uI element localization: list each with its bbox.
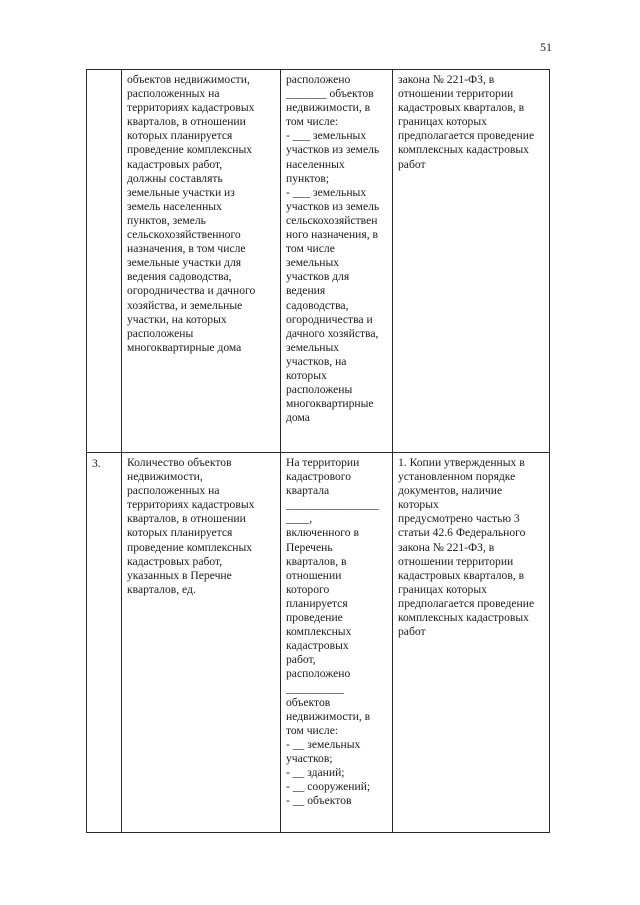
indicator-name-cell: Количество объектов недвижимости, расположенных на территориях кадастровых кварталов, в отношении которых планируется проведение комплексных кадастровых работ, указанных в Перечне кварталов, ед. bbox=[122, 453, 281, 833]
source-document-cell: закона № 221-ФЗ, в отношении территории кадастровых кварталов, в границах которых предполагается проведение комплексных кадастровых работ bbox=[393, 70, 550, 453]
row-number-cell bbox=[87, 70, 122, 453]
table-row bbox=[87, 70, 550, 453]
table-row bbox=[87, 453, 550, 833]
indicator-value-cell: расположено _______ объектов недвижимости, в том числе: - ___ земельных участков из земель населенных пунктов; - ___ земельных участков из земель сельскохозяйствен ного назначения, в том числе земельных участков для ведения садоводства, огородничества и дачного хозяйства, земельных участков, на которых расположены многоквартирные дома bbox=[281, 70, 393, 453]
indicator-name-cell: объектов недвижимости, расположенных на территориях кадастровых кварталов, в отношении которых планируется проведение комплексных кадастровых работ, должны составлять земельные участки из земель населенных пунктов, земель сельскохозяйственного назначения, в том числе земельные участки для ведения садоводства, огородничества и дачного хозяйства, и земельные участки, на которых расположены многоквартирные дома bbox=[122, 70, 281, 453]
page-number: 51 bbox=[540, 40, 552, 54]
row-number-cell: 3. bbox=[87, 453, 122, 833]
requirements-table bbox=[86, 69, 550, 833]
source-document-cell: 1. Копии утвержденных в установленном порядке документов, наличие которых предусмотрено частью 3 статьи 42.6 Федерального закона № 221-ФЗ, в отношении территории кадастровых кварталов, в границах которых предполагается проведение комплексных кадастровых работ bbox=[393, 453, 550, 833]
indicator-value-cell: На территории кадастрового квартала ________________ ____, включенного в Перечень кварталов, в отношении которого планируется проведение комплексных кадастровых работ, расположено __________ объектов недвижимости, в том числе: - __ земельных участков; - __ зданий; - __ сооружений; - __ объектов bbox=[281, 453, 393, 833]
